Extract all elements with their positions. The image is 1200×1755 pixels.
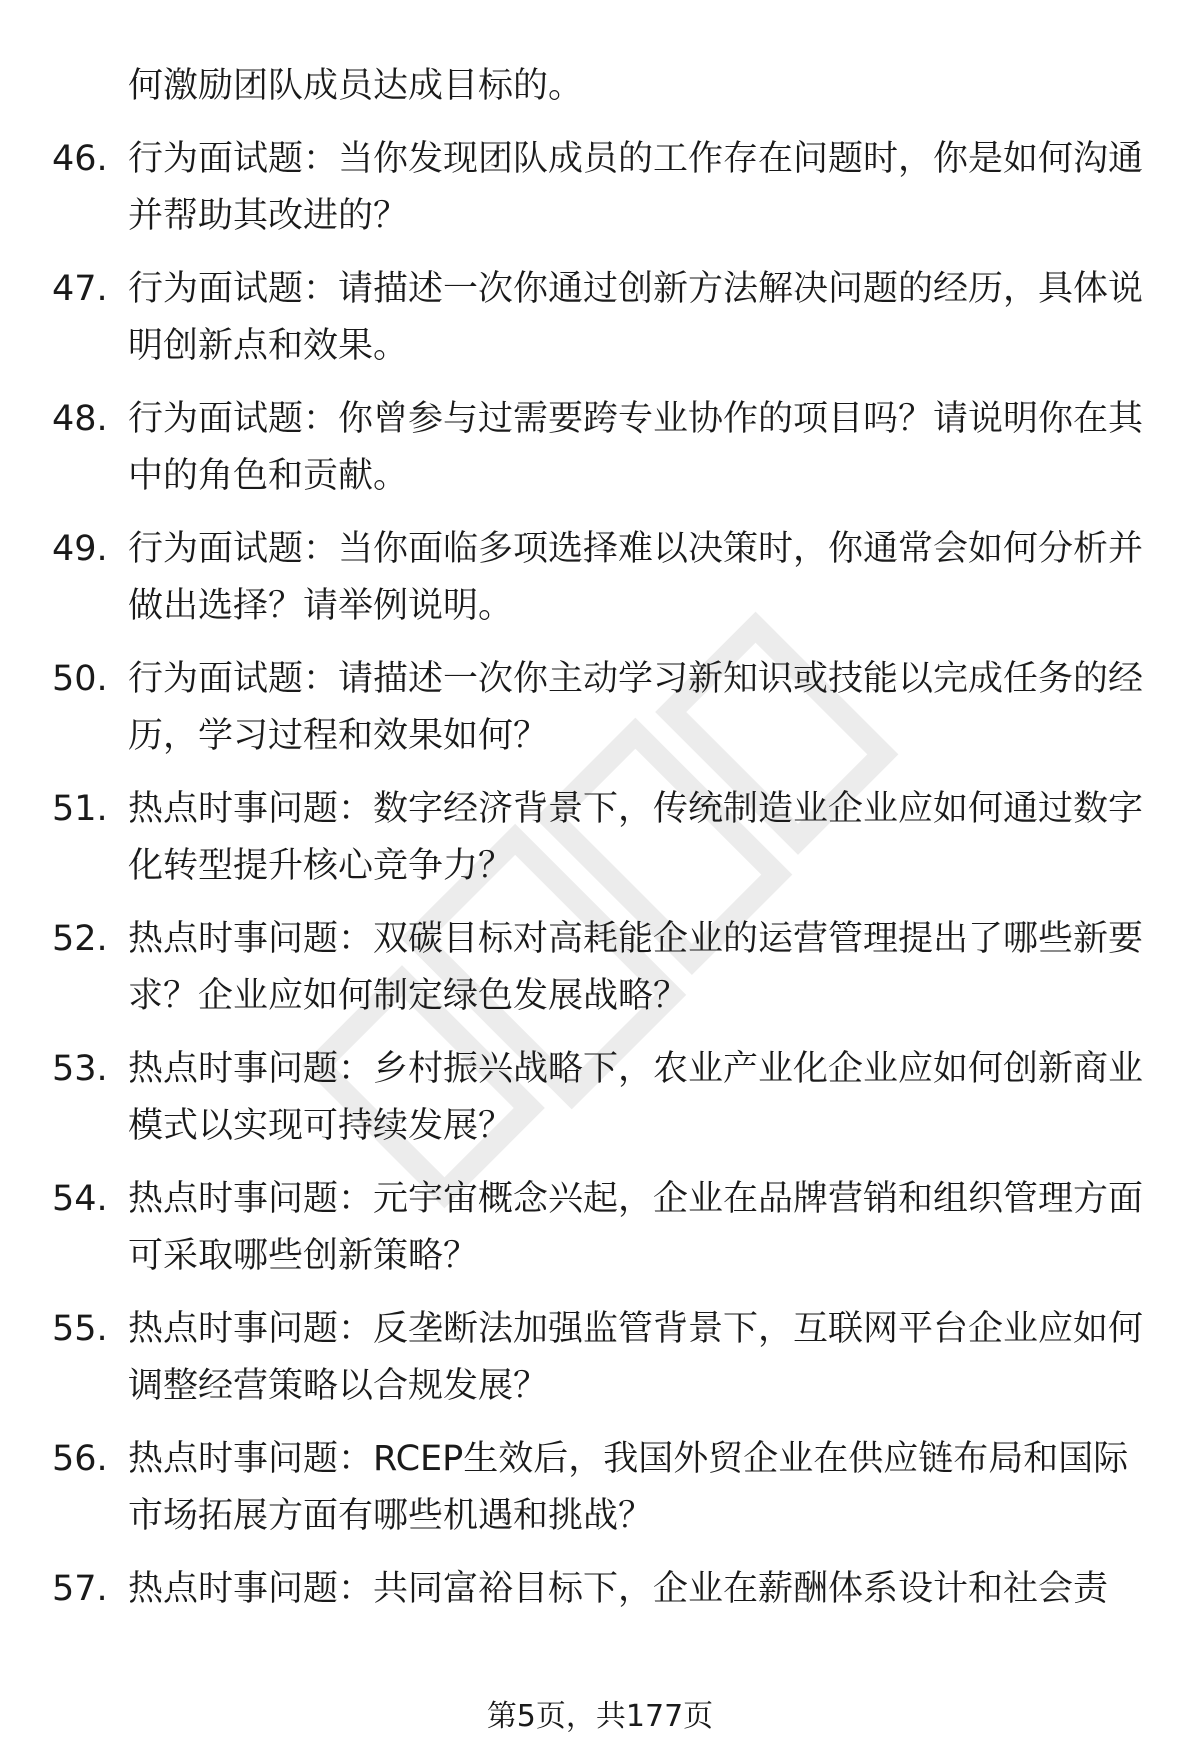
list-item — [0, 651, 1200, 765]
item-text: 热点时事问题：共同富裕目标下，企业在薪酬体系设计和社会责 — [128, 1569, 1109, 1609]
item-number: 46. — [52, 139, 108, 179]
item-number: 49. — [52, 529, 108, 569]
item-text: 热点时事问题：RCEP生效后，我国外贸企业在供应链布局和国际市场拓展方面有哪些机遇和挑战？ — [128, 1439, 1129, 1536]
item-number: 50. — [52, 659, 108, 699]
item-text: 热点时事问题：反垄断法加强监管背景下，互联网平台企业应如何调整经营策略以合规发展？ — [128, 1309, 1144, 1406]
item-text: 热点时事问题：数字经济背景下，传统制造业企业应如何通过数字化转型提升核心竞争力？ — [128, 789, 1144, 886]
item-number: 51. — [52, 789, 108, 829]
item-number: 52. — [52, 919, 108, 959]
item-text: 热点时事问题：乡村振兴战略下，农业产业化企业应如何创新商业模式以实现可持续发展？ — [128, 1049, 1144, 1146]
item-text: 行为面试题：当你面临多项选择难以决策时，你通常会如何分析并做出选择？请举例说明。 — [128, 529, 1144, 626]
list-item — [0, 1171, 1200, 1285]
item-text: 行为面试题：当你发现团队成员的工作存在问题时，你是如何沟通并帮助其改进的？ — [128, 139, 1144, 236]
question-list — [0, 58, 1200, 1618]
item-text: 行为面试题：请描述一次你主动学习新知识或技能以完成任务的经历，学习过程和效果如何？ — [128, 659, 1144, 756]
item-number: 55. — [52, 1309, 108, 1349]
list-item — [0, 261, 1200, 375]
item-number: 56. — [52, 1439, 108, 1479]
item-text: 行为面试题：请描述一次你通过创新方法解决问题的经历，具体说明创新点和效果。 — [128, 269, 1144, 366]
item-number: 53. — [52, 1049, 108, 1089]
list-item — [0, 391, 1200, 505]
list-item — [0, 1301, 1200, 1415]
list-item — [0, 1041, 1200, 1155]
item-number: 47. — [52, 269, 108, 309]
list-item — [0, 1431, 1200, 1545]
list-item — [0, 911, 1200, 1025]
list-item — [0, 781, 1200, 895]
list-item — [0, 1561, 1200, 1618]
continuation-line: 何激励团队成员达成目标的。 — [128, 66, 584, 106]
item-text: 热点时事问题：元宇宙概念兴起，企业在品牌营销和组织管理方面可采取哪些创新策略？ — [128, 1179, 1144, 1276]
item-number: 54. — [52, 1179, 108, 1219]
item-number: 57. — [52, 1569, 108, 1609]
list-item — [0, 521, 1200, 635]
list-item — [0, 131, 1200, 245]
page-footer: 第5页，共177页 — [486, 1699, 714, 1734]
item-text: 行为面试题：你曾参与过需要跨专业协作的项目吗？请说明你在其中的角色和贡献。 — [128, 399, 1144, 496]
item-number: 48. — [52, 399, 108, 439]
item-text: 热点时事问题：双碳目标对高耗能企业的运营管理提出了哪些新要求？企业应如何制定绿色发展战略？ — [128, 919, 1144, 1016]
